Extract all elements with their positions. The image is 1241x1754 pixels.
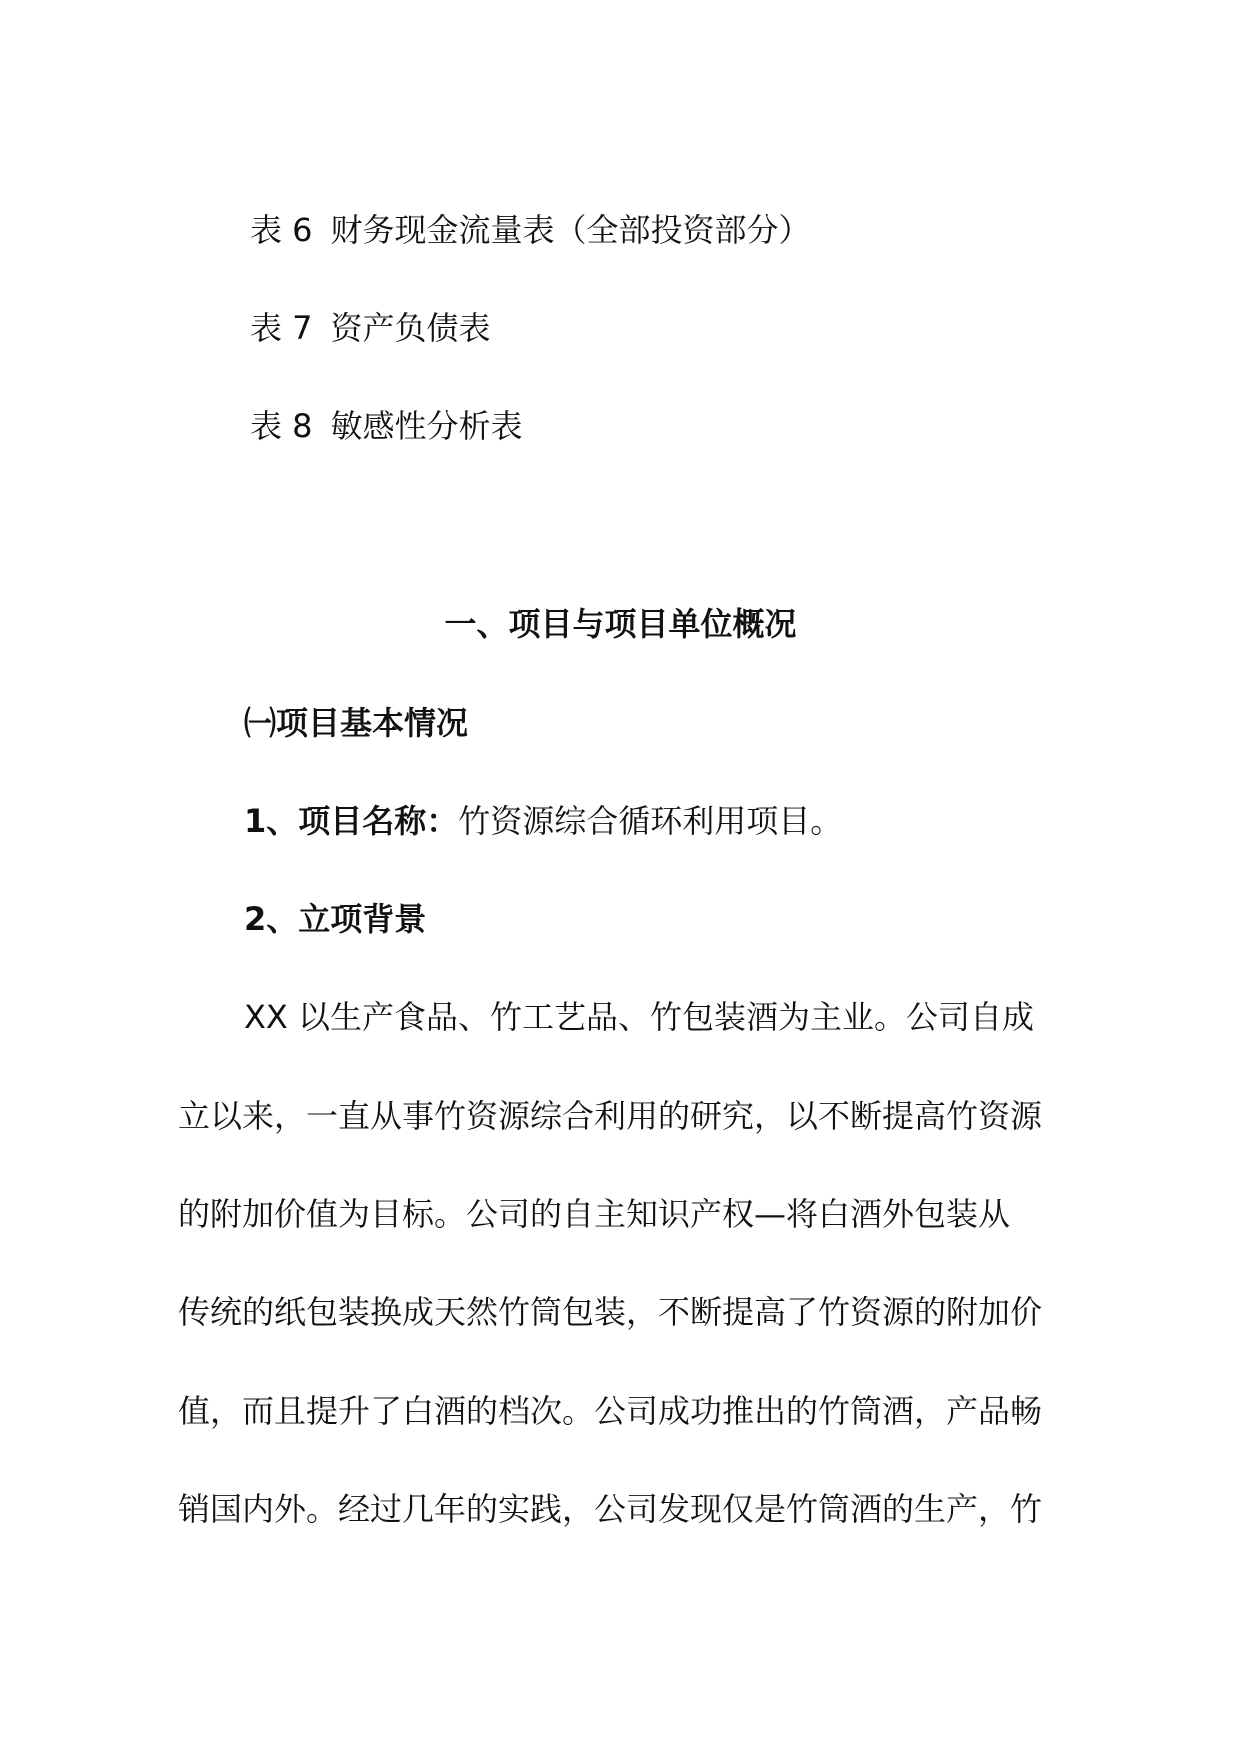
toc-entry-title: 财务现金流量表（全部投资部分） [330,211,811,249]
toc-entry-title: 敏感性分析表 [330,407,523,445]
paragraph-line: XX 以生产食品、竹工艺品、竹包装酒为主业。公司自成 [244,998,1035,1036]
toc-entry-table-7 [250,308,491,348]
paragraph-line: 的附加价值为目标。公司的自主知识产权—将白酒外包装从 [178,1195,1011,1233]
paragraph-line: 值，而且提升了白酒的档次。公司成功推出的竹筒酒，产品畅 [178,1392,1043,1430]
toc-entry-table-8 [250,406,523,446]
toc-entry-table-6 [250,210,811,250]
project-name-item [244,801,842,841]
toc-entry-prefix: 表 6 [250,211,313,249]
project-name-label: 1、项目名称： [244,802,459,840]
paragraph-line: 销国内外。经过几年的实践，公司发现仅是竹筒酒的生产，竹 [178,1490,1043,1528]
toc-entry-prefix: 表 7 [250,309,313,347]
paragraph-line: 传统的纸包装换成天然竹筒包装，不断提高了竹资源的附加价 [178,1293,1043,1331]
paragraph-line: 立以来，一直从事竹资源综合利用的研究，以不断提高竹资源 [178,1097,1043,1135]
subsection-title: ㈠项目基本情况 [244,704,469,742]
toc-entry-title: 资产负债表 [330,309,491,347]
section-title: 一、项目与项目单位概况 [444,605,797,643]
toc-entry-prefix: 表 8 [250,407,313,445]
background-heading: 2、立项背景 [244,900,427,938]
project-name-value: 竹资源综合循环利用项目。 [458,802,843,840]
